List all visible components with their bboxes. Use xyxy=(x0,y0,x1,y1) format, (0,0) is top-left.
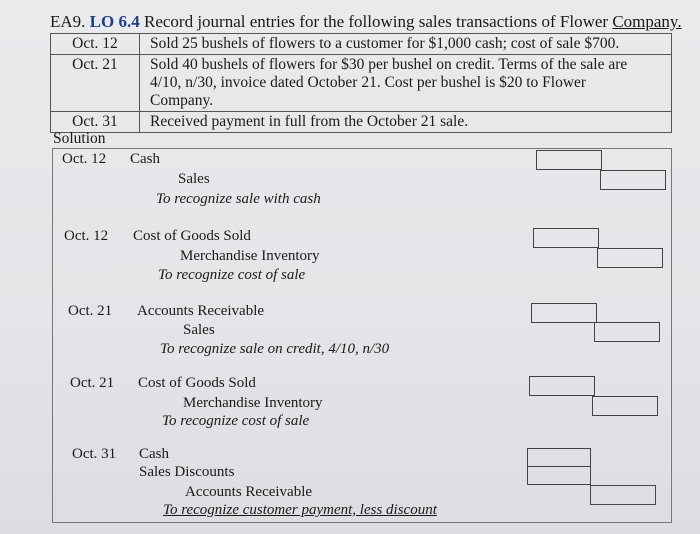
debit-amount-input[interactable] xyxy=(529,376,595,396)
debit-account: Cash xyxy=(130,151,160,167)
credit-account: Sales xyxy=(183,322,215,338)
transaction-line: Company. xyxy=(150,92,214,109)
transaction-row xyxy=(51,34,672,55)
transaction-line: 4/10, n/30, invoice dated October 21. Cost per bushel is $20 to Flower xyxy=(150,74,587,91)
credit-account: Merchandise Inventory xyxy=(183,395,323,411)
entry-memo: To recognize customer payment, less discount xyxy=(163,502,437,518)
transaction-line: Sold 40 bushels of flowers for $30 per bushel on credit. Terms of the sale are xyxy=(150,56,628,73)
exercise-instruction: Record journal entries for the following sales transactions of Flower xyxy=(143,12,609,31)
transaction-date: Oct. 31 xyxy=(51,112,140,133)
credit-account: Merchandise Inventory xyxy=(180,248,320,264)
transaction-line: Sold 25 bushels of flowers to a customer for $1,000 cash; cost of sale $700. xyxy=(150,35,620,52)
transaction-line: Received payment in full from the October 21 sale. xyxy=(150,113,469,130)
transactions-table xyxy=(50,33,672,133)
debit-amount-input[interactable] xyxy=(536,150,602,170)
credit-amount-input[interactable] xyxy=(600,170,666,190)
debit-account: Sales Discounts xyxy=(139,464,235,480)
debit-account: Cost of Goods Sold xyxy=(133,228,251,244)
entry-memo: To recognize cost of sale xyxy=(162,413,310,429)
entry-date: Oct. 31 xyxy=(72,446,117,462)
exercise-code: EA9. xyxy=(50,12,86,31)
debit-amount-input[interactable] xyxy=(533,228,599,248)
transaction-row xyxy=(51,112,672,133)
entry-date: Oct. 21 xyxy=(70,375,115,391)
transaction-description xyxy=(140,112,672,133)
entry-date: Oct. 21 xyxy=(68,303,113,319)
transaction-description xyxy=(140,55,672,112)
credit-account: Accounts Receivable xyxy=(185,484,313,500)
transaction-description xyxy=(140,34,672,55)
debit-amount-input[interactable] xyxy=(531,303,597,323)
transaction-row xyxy=(51,55,672,112)
company-name: Company. xyxy=(612,12,682,31)
exercise-title xyxy=(50,12,682,32)
debit-account: Cost of Goods Sold xyxy=(138,375,256,391)
debit-amount-input[interactable] xyxy=(527,448,591,467)
credit-amount-input[interactable] xyxy=(592,396,658,416)
credit-amount-input[interactable] xyxy=(597,248,663,268)
transaction-date: Oct. 21 xyxy=(51,55,140,112)
entry-memo: To recognize sale on credit, 4/10, n/30 xyxy=(160,341,390,357)
entry-date: Oct. 12 xyxy=(62,151,107,167)
entry-date: Oct. 12 xyxy=(64,228,109,244)
solution-label: Solution xyxy=(53,130,106,147)
credit-amount-input[interactable] xyxy=(594,322,660,342)
credit-amount-input[interactable] xyxy=(590,485,656,505)
debit-account: Cash xyxy=(139,446,169,462)
debit-amount-input[interactable] xyxy=(527,466,591,485)
transaction-date: Oct. 12 xyxy=(51,34,140,55)
learning-objective: LO 6.4 xyxy=(89,12,140,31)
entry-memo: To recognize cost of sale xyxy=(158,267,306,283)
credit-account: Sales xyxy=(178,171,210,187)
debit-account: Accounts Receivable xyxy=(137,303,265,319)
entry-memo: To recognize sale with cash xyxy=(156,191,321,207)
